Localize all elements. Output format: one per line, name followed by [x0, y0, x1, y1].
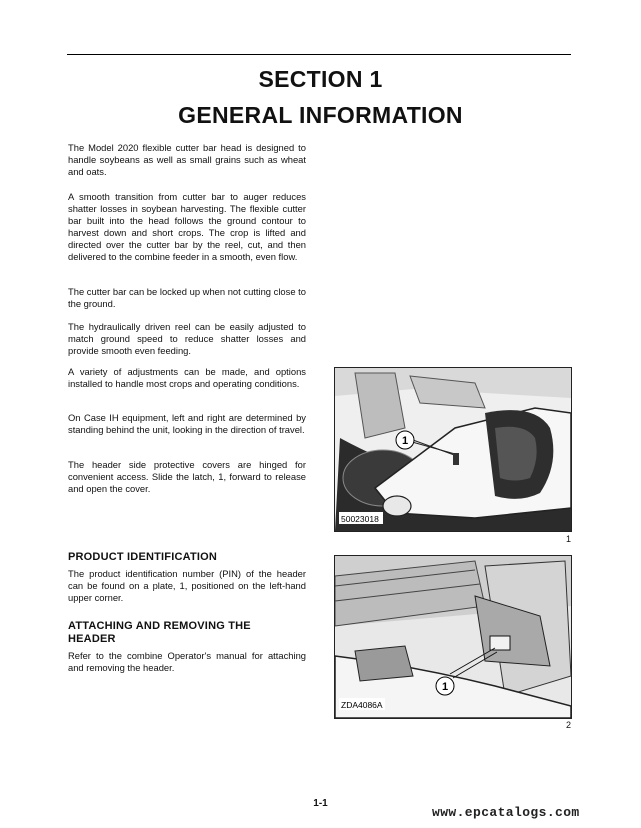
transition-paragraph: A smooth transition from cutter bar to auger reduces shatter losses in soybean harvesting. The flexible cutter bar built into the head follows the ground contour to harvest down and short crops. The crop is lifted and directed over the cutter bar by the reel, cut, and then delivered to the combine feeder in a smooth, even flow.: [68, 191, 306, 263]
attaching-heading-line2: HEADER: [68, 633, 116, 645]
figure-1-illustration: [335, 368, 571, 531]
attaching-heading: [68, 620, 308, 646]
product-identification-heading: PRODUCT IDENTIFICATION: [68, 551, 218, 563]
section-title: GENERAL INFORMATION: [178, 102, 463, 128]
figure-1-header-side-cover: [334, 367, 572, 532]
attaching-text: Refer to the combine Operator's manual for attaching and removing the header.: [68, 650, 306, 674]
figure-2-code: ZDA4086A: [341, 700, 383, 710]
side-covers-paragraph: The header side protective covers are hinged for convenient access. Slide the latch, 1, forward to release and open the cover.: [68, 459, 306, 495]
attaching-heading-line1: ATTACHING AND REMOVING THE: [68, 620, 251, 632]
adjustments-paragraph: A variety of adjustments can be made, and options installed to handle most crops and operating conditions.: [68, 366, 306, 390]
figure-2-product-identification-plate: [334, 555, 572, 719]
orientation-paragraph: On Case IH equipment, left and right are determined by standing behind the unit, looking in the direction of travel.: [68, 412, 306, 436]
product-identification-text: The product identification number (PIN) of the header can be found on a plate, 1, positioned on the left-hand upper corner.: [68, 568, 306, 604]
intro-paragraph: The Model 2020 flexible cutter bar head is designed to handle soybeans as well as small grains such as wheat and oats.: [68, 142, 306, 178]
page-number: 1-1: [313, 798, 328, 809]
watermark: www.epcatalogs.com: [432, 805, 580, 820]
reel-paragraph: The hydraulically driven reel can be easily adjusted to match ground speed to reduce shatter losses and provide smooth even feeding.: [68, 321, 306, 357]
figure-2-illustration: [335, 556, 571, 718]
figure-1-callout: 1: [401, 435, 409, 447]
figure-1-code: 50023018: [341, 514, 379, 524]
cutter-bar-paragraph: The cutter bar can be locked up when not cutting close to the ground.: [68, 286, 306, 310]
figure-1-number: 1: [566, 534, 572, 544]
figure-2-callout: 1: [441, 681, 449, 693]
section-number: SECTION 1: [258, 66, 383, 92]
header-rule: [67, 54, 571, 55]
figure-2-number: 2: [566, 720, 572, 730]
